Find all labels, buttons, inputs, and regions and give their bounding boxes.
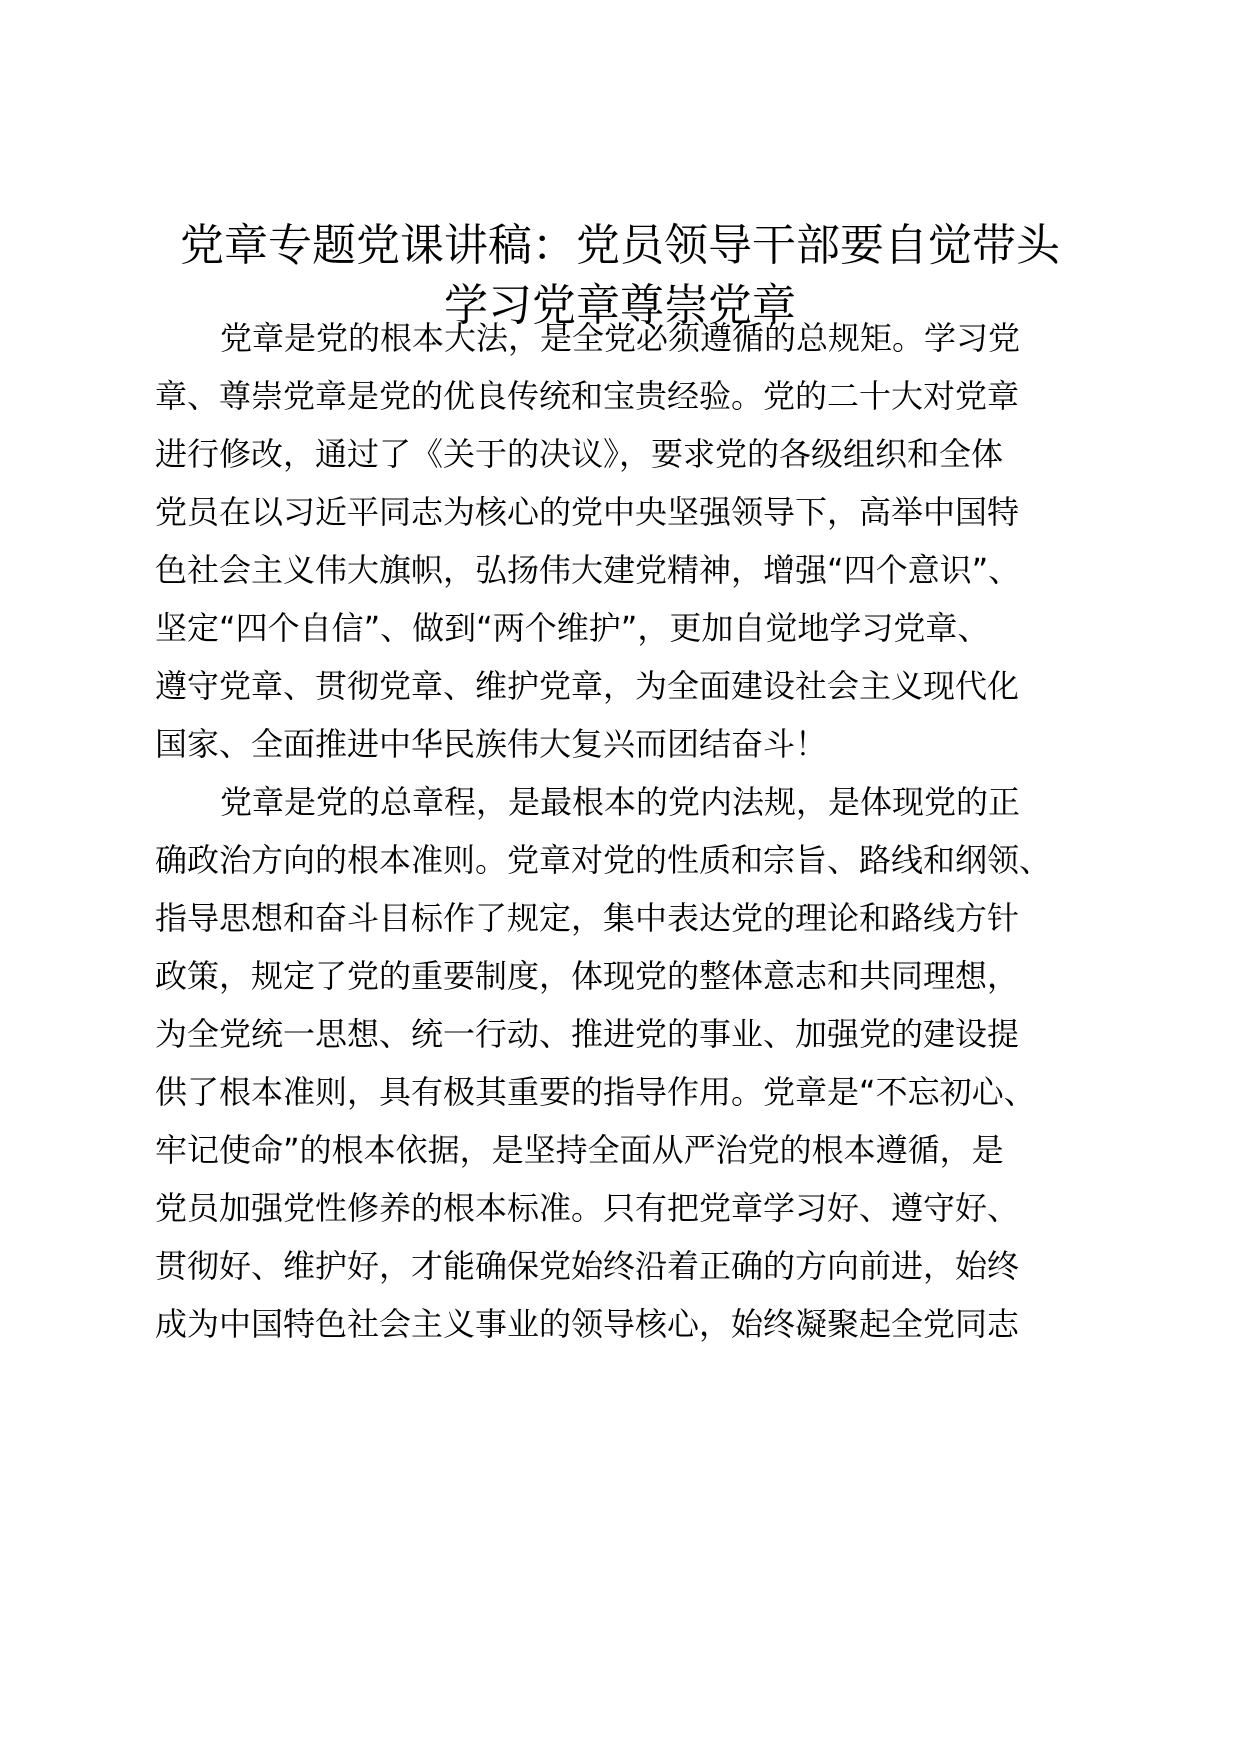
paragraph-2-line-4: 政策，规定了党的重要制度，体现党的整体意志和共同理想， xyxy=(155,957,1020,995)
paragraph-1-line-7: 遵守党章、贯彻党章、维护党章，为全面建设社会主义现代化 xyxy=(155,667,1020,705)
paragraph-2-line-8: 党员加强党性修养的根本标准。只有把党章学习好、遵守好、 xyxy=(155,1189,1020,1227)
paragraph-2-line-10: 成为中国特色社会主义事业的领导核心，始终凝聚起全党同志 xyxy=(155,1305,1020,1343)
paragraph-1-line-8: 国家、全面推进中华民族伟大复兴而团结奋斗！ xyxy=(155,725,828,763)
paragraph-2-line-2: 确政治方向的根本准则。党章对党的性质和宗旨、路线和纲领、 xyxy=(155,841,1052,879)
paragraph-2-line-3: 指导思想和奋斗目标作了规定，集中表达党的理论和路线方针 xyxy=(155,899,1020,937)
paragraph-2-line-6: 供了根本准则，具有极其重要的指导作用。党章是“不忘初心、 xyxy=(155,1073,1036,1111)
paragraph-2-line-5: 为全党统一思想、统一行动、推进党的事业、加强党的建设提 xyxy=(155,1015,1020,1053)
document-title-line-2: 学习党章尊崇党章 xyxy=(444,280,796,331)
paragraph-1-line-1: 党章是党的根本大法，是全党必须遵循的总规矩。学习党 xyxy=(220,319,1021,357)
paragraph-1-line-3: 进行修改，通过了《关于的决议》，要求党的各级组织和全体 xyxy=(155,435,1004,473)
paragraph-2-line-9: 贯彻好、维护好，才能确保党始终沿着正确的方向前进，始终 xyxy=(155,1247,1020,1285)
paragraph-1-line-4: 党员在以习近平同志为核心的党中央坚强领导下，高举中国特 xyxy=(155,493,1020,531)
paragraph-2-line-1: 党章是党的总章程，是最根本的党内法规，是体现党的正 xyxy=(220,783,1021,821)
paragraph-1-line-6: 坚定“四个自信”、做到“两个维护”，更加自觉地学习党章、 xyxy=(155,609,990,647)
paragraph-2-line-7: 牢记使命”的根本依据，是坚持全面从严治党的根本遵循，是 xyxy=(155,1131,1004,1169)
paragraph-1-line-5: 色社会主义伟大旗帜，弘扬伟大建党精神，增强“四个意识”、 xyxy=(155,551,1021,589)
document-title-line-1: 党章专题党课讲稿：党员领导干部要自觉带头 xyxy=(180,220,1060,271)
paragraph-1-line-2: 章、尊崇党章是党的优良传统和宝贵经验。党的二十大对党章 xyxy=(155,377,1020,415)
